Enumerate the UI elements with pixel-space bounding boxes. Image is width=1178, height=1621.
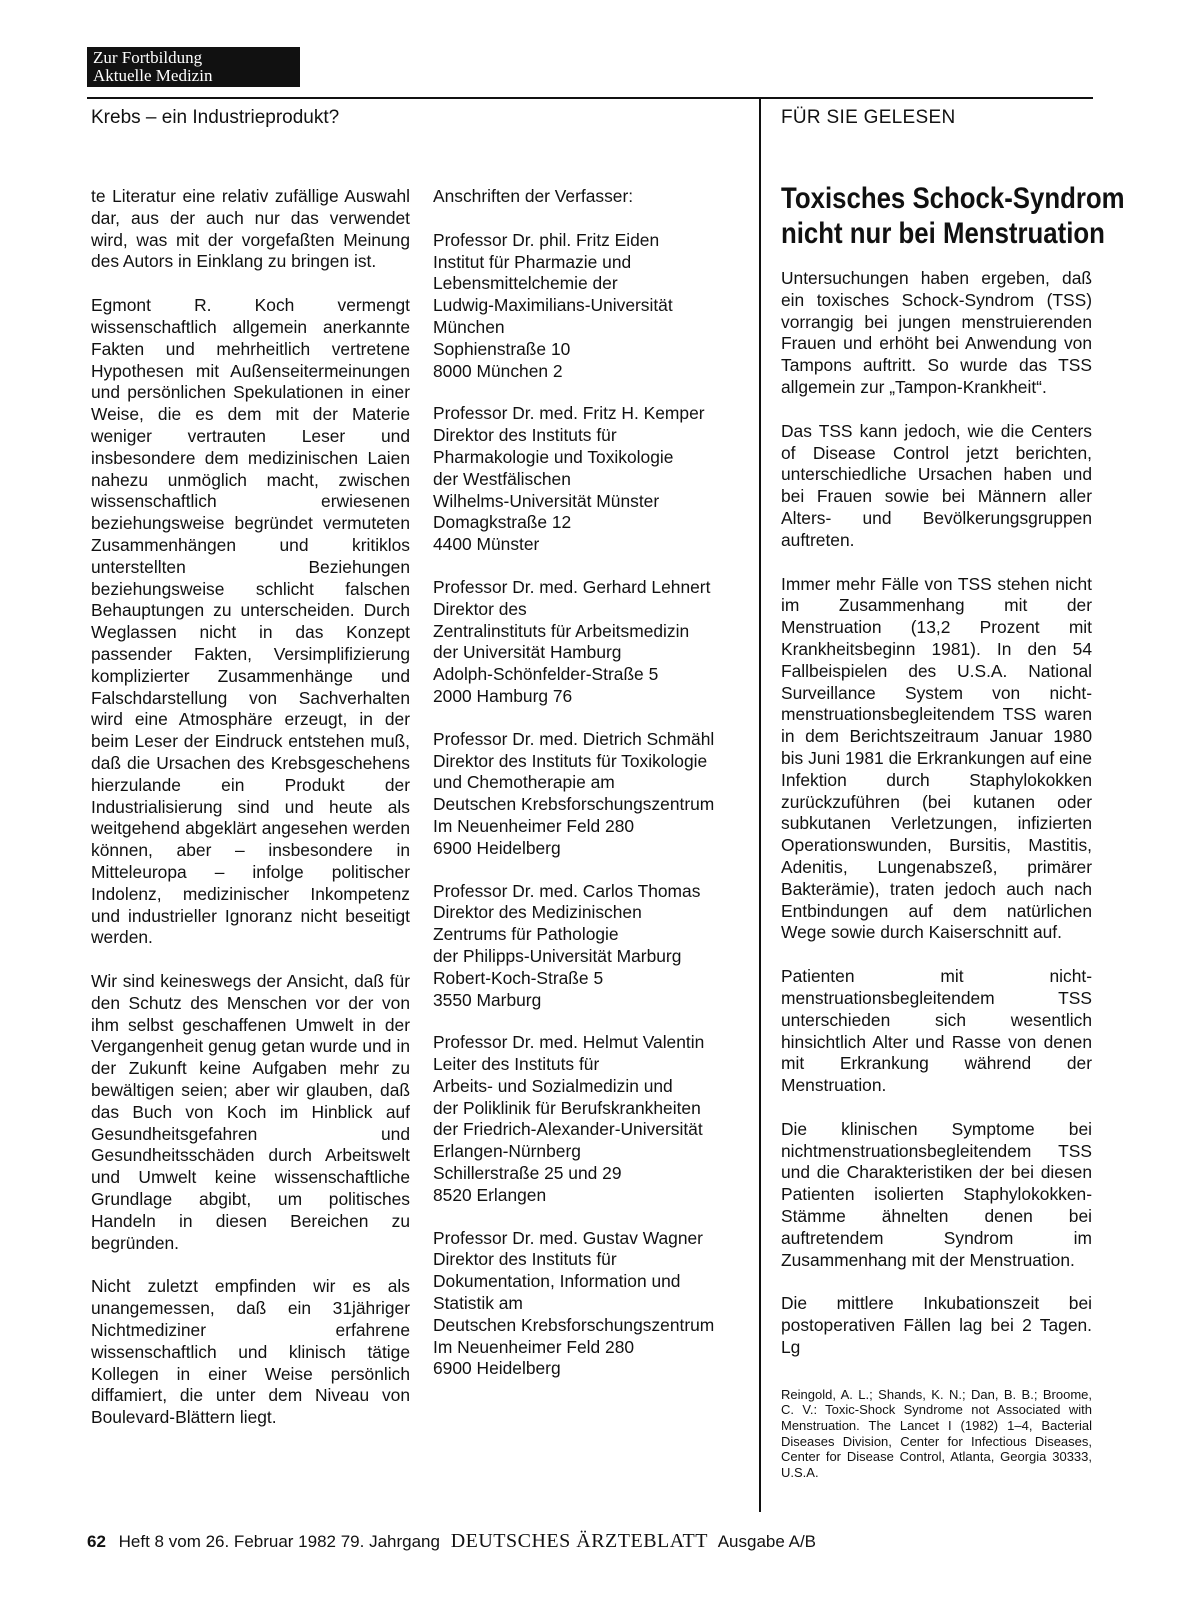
reference-citation: Reingold, A. L.; Shands, K. N.; Dan, B. B.; Broome, C. V.: Toxic-Shock Syndrome not Associated with Menstruation. The Lancet I (1982) 1–4, Bacterial Diseases Division, Center for Infectious Diseases, Center for Disease Control, Atlanta, Georgia 30333, U.S.A.	[781, 1386, 1092, 1480]
paragraph: Egmont R. Koch vermengt wissenschaftlich allgemein anerkannte Fakten und mehrheitlich vertretene Hypothesen mit Außenseitermeinungen und persönlichen Spekulationen in einer Weise, die es dem mit der Materie weniger vertrauten Leser und insbesondere dem medizinischen Laien nahezu unmöglich macht, zwischen wissenschaftlich erwiesenen beziehungsweise begründet vermuteten Zusammenhängen und kritiklos unterstellten Beziehungen beziehungsweise schlicht falschen Behauptungen zu unterscheiden. Durch Weglassen nicht in das Konzept passender Fakten, Versimplifizierung komplizierter Zusammenhänge und Falschdarstellung von Sachverhalten wird eine Atmosphäre erzeugt, in der beim Leser der Eindruck entstehen muß, daß die Ursachen des Krebsgeschehens hierzulande ein Produkt der Industrialisierung sind und heute als weitgehend abgeklärt angesehen werden können, aber – insbesondere in Mitteleuropa – infolge politischer Indolenz, medizinischer Inkompetenz und industrieller Ignoranz nicht beseitigt werden.	[91, 295, 410, 948]
author-address	[433, 577, 751, 708]
address-line: 8520 Erlangen	[433, 1184, 547, 1205]
article-title-line2: nicht nur bei Menstruation	[781, 217, 1105, 250]
address-line: Direktor des Instituts für	[433, 1249, 617, 1270]
address-line: Direktor des	[433, 598, 527, 619]
address-line: Dokumentation, Information und	[433, 1271, 681, 1292]
address-line: Domagkstraße 12	[433, 512, 572, 533]
section-badge	[87, 47, 300, 87]
issue-info: Heft 8 vom 26. Februar 1982 79. Jahrgang	[118, 1532, 440, 1551]
address-line: Direktor des Instituts für Toxikologie	[433, 750, 708, 771]
address-line: 6900 Heidelberg	[433, 837, 561, 858]
paragraph: Untersuchungen haben ergeben, daß ein toxisches Schock-Syndrom (TSS) vorrangig bei jungen menstruierenden Frauen und erhöht bei Anwendung von Tampons auftritt. So wurde das TSS allgemein zur „Tampon-Krankheit“.	[781, 268, 1092, 397]
article-column-right	[781, 268, 1092, 1480]
page-number: 62	[87, 1532, 106, 1551]
paragraph: Immer mehr Fälle von TSS stehen nicht im Zusammenhang mit der Menstruation (13,2 Prozent mit Krankheitsbeginn 1981). In den 54 Fallbeispielen des U.S.A. National Surveillance System von nicht-menstruationsbegleitendem TSS waren in dem Berichtszeitraum Januar 1980 bis Juni 1981 die Erkrankungen auf eine Infektion durch Staphylokokken zurückzuführen (bei kutanen oder subkutanen Verletzungen, infizierten Operationswunden, Bursitis, Mastitis, Adenitis, Lungenabszeß, primärer Bakterämie), traten jedoch auch nach Entbindungen auf dem natürlichen Wege sowie durch Kaiserschnitt auf.	[781, 573, 1092, 943]
page-footer	[87, 1530, 816, 1553]
address-line: Statistik am	[433, 1293, 523, 1314]
addresses-heading: Anschriften der Verfasser:	[433, 186, 634, 206]
address-line: der Poliklinik für Berufskrankheiten	[433, 1097, 701, 1118]
address-line: Schillerstraße 25 und 29	[433, 1163, 622, 1184]
paragraph: Patienten mit nicht-menstruationsbegleitendem TSS unterschieden sich wesentlich hinsichtlich Alter und Rasse von denen mit Erkrankung während der Menstruation.	[781, 966, 1092, 1096]
address-line: Ludwig-Maximilians-Universität	[433, 295, 673, 316]
address-line: Im Neuenheimer Feld 280	[433, 815, 635, 836]
address-line: Robert-Koch-Straße 5	[433, 967, 604, 988]
address-line: 2000 Hamburg 76	[433, 685, 573, 706]
address-line: München	[433, 316, 505, 337]
address-line: Leiter des Instituts für	[433, 1054, 600, 1075]
column-divider	[759, 97, 761, 1512]
address-line: Professor Dr. med. Fritz H. Kemper	[433, 403, 705, 424]
address-line: 8000 München 2	[433, 360, 563, 381]
address-line: der Philipps-Universität Marburg	[433, 945, 682, 966]
address-line: der Westfälischen	[433, 468, 571, 489]
paragraph: Die klinischen Symptome bei nichtmenstruationsbegleitendem TSS und die Charakteristiken der bei diesen Patienten isolierten Staphylokokken-Stämme ähnelten denen bei auftretendem Syndrom im Zusammenhang mit der Menstruation.	[781, 1118, 1092, 1270]
address-line: Deutschen Krebsforschungszentrum	[433, 794, 715, 815]
address-line: Erlangen-Nürnberg	[433, 1141, 581, 1162]
address-line: Institut für Pharmazie und	[433, 251, 632, 272]
address-line: Deutschen Krebsforschungszentrum	[433, 1314, 715, 1335]
address-line: Lebensmittelchemie der	[433, 273, 618, 294]
address-line: der Universität Hamburg	[433, 642, 622, 663]
author-addresses-column	[433, 186, 751, 1401]
address-line: Wilhelms-Universität Münster	[433, 490, 660, 511]
article-title	[781, 181, 1125, 251]
address-list	[433, 230, 751, 1380]
address-line: Zentralinstituts für Arbeitsmedizin	[433, 620, 690, 641]
address-line: 6900 Heidelberg	[433, 1358, 561, 1379]
address-line: Pharmakologie und Toxikologie	[433, 446, 674, 467]
address-line: Sophienstraße 10	[433, 338, 571, 359]
journal-name: DEUTSCHES ÄRZTEBLATT	[450, 1530, 708, 1552]
paragraph: Wir sind keineswegs der Ansicht, daß für den Schutz des Menschen vor der von ihm selbst geschaffenen Umwelt in der Vergangenheit genug getan wurde und in der Zukunft keine Aufgaben mehr zu bewältigen seien; aber wir glauben, daß das Buch von Koch im Hinblick auf Gesundheitsgefahren und Gesundheitsschäden durch Arbeitswelt und Umwelt keine wissenschaftliche Grundlage abgibt, um politisches Handeln in diesen Bereichen zu begründen.	[91, 971, 410, 1253]
author-address	[433, 403, 751, 556]
address-line: Direktor des Instituts für	[433, 425, 617, 446]
running-header-right: FÜR SIE GELESEN	[781, 107, 956, 128]
address-line: Professor Dr. med. Dietrich Schmähl	[433, 728, 715, 749]
paragraph: te Literatur eine relativ zufällige Auswahl dar, aus der auch nur das verwendet wird, was mit der vorgefaßten Meinung des Autors in Einklang zu bringen ist.	[91, 186, 410, 272]
address-line: Professor Dr. phil. Fritz Eiden	[433, 229, 660, 250]
address-line: Professor Dr. med. Helmut Valentin	[433, 1032, 705, 1053]
address-line: Im Neuenheimer Feld 280	[433, 1336, 635, 1357]
address-line: Professor Dr. med. Gerhard Lehnert	[433, 576, 711, 597]
running-header-left: Krebs – ein Industrieprodukt?	[91, 107, 340, 128]
article-title-line1: Toxisches Schock-Syndrom	[781, 182, 1125, 215]
address-line: Zentrums für Pathologie	[433, 924, 619, 945]
header-rule	[87, 97, 1093, 99]
address-line: und Chemotherapie am	[433, 772, 615, 793]
paragraph: Nicht zuletzt empfinden wir es als unangemessen, daß ein 31jähriger Nichtmediziner erfahrene wissenschaftlich und klinisch tätige Kollegen in einer Weise persönlich diffamiert, die unter dem Niveau von Boulevard-Blättern liegt.	[91, 1276, 410, 1428]
author-address	[433, 729, 751, 860]
address-line: Direktor des Medizinischen	[433, 902, 642, 923]
address-line: Arbeits- und Sozialmedizin und	[433, 1075, 673, 1096]
address-line: Adolph-Schönfelder-Straße 5	[433, 664, 659, 685]
author-address	[433, 230, 751, 383]
paragraph: Die mittlere Inkubationszeit bei postoperativen Fällen lag bei 2 Tagen. Lg	[781, 1293, 1092, 1358]
author-address	[433, 1032, 751, 1206]
address-line: 4400 Münster	[433, 534, 540, 555]
edition-info: Ausgabe A/B	[717, 1532, 817, 1551]
section-badge-line2: Aktuelle Medizin	[93, 66, 213, 85]
address-line: der Friedrich-Alexander-Universität	[433, 1119, 703, 1140]
paragraph: Das TSS kann jedoch, wie die Centers of Disease Control jetzt berichten, unterschiedliche Ursachen haben und bei Frauen sowie bei Männern aller Alters- und Bevölkerungsgruppen auftreten.	[781, 420, 1092, 550]
author-address	[433, 1228, 751, 1381]
address-line: 3550 Marburg	[433, 989, 542, 1010]
address-line: Professor Dr. med. Gustav Wagner	[433, 1227, 703, 1248]
section-badge-line1: Zur Fortbildung	[93, 48, 203, 67]
article-column-left	[91, 186, 410, 1451]
author-address	[433, 881, 751, 1012]
address-line: Professor Dr. med. Carlos Thomas	[433, 880, 701, 901]
